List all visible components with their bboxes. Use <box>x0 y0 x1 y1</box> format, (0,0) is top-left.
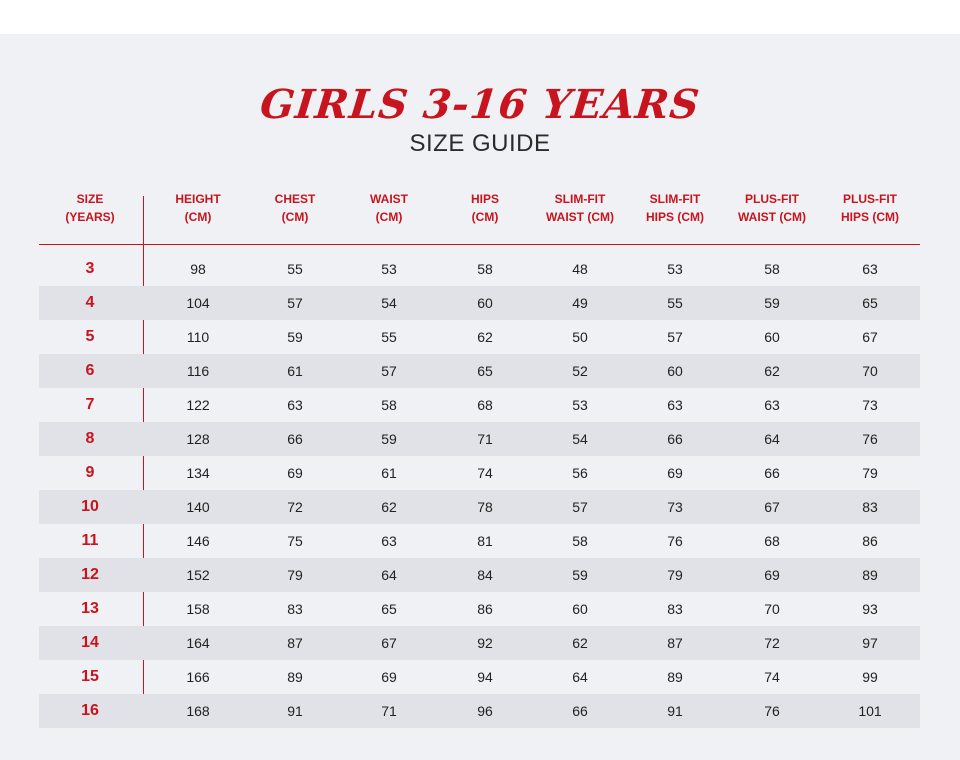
measurement-cell: 71 <box>381 703 397 719</box>
measurement-cell: 58 <box>477 261 493 277</box>
measurement-cell: 83 <box>287 601 303 617</box>
measurement-cell: 69 <box>381 669 397 685</box>
measurement-cell: 81 <box>477 533 493 549</box>
measurement-cell: 110 <box>186 329 210 345</box>
measurement-cell: 58 <box>381 397 397 413</box>
measurement-cell: 59 <box>572 567 588 583</box>
measurement-cell: 59 <box>287 329 303 345</box>
page-subtitle: SIZE GUIDE <box>409 130 551 157</box>
measurement-cell: 62 <box>477 329 493 345</box>
measurement-cell: 146 <box>186 533 210 549</box>
measurement-cell: 64 <box>764 431 780 447</box>
measurement-cell: 158 <box>186 601 210 617</box>
measurement-cell: 53 <box>381 261 397 277</box>
measurement-cell: 50 <box>572 329 588 345</box>
measurement-cell: 53 <box>667 261 683 277</box>
size-table-body <box>39 252 920 728</box>
column-header: SIZE (YEARS) <box>65 192 115 224</box>
measurement-cell: 63 <box>764 397 780 413</box>
measurement-cell: 60 <box>667 363 683 379</box>
measurement-cell: 65 <box>477 363 493 379</box>
size-cell: 14 <box>81 634 99 651</box>
table-row <box>39 456 920 490</box>
measurement-cell: 168 <box>186 703 210 719</box>
measurement-cell: 164 <box>186 635 210 651</box>
measurement-cell: 96 <box>477 703 493 719</box>
measurement-cell: 67 <box>764 499 780 515</box>
table-row <box>39 286 920 320</box>
measurement-cell: 89 <box>667 669 683 685</box>
measurement-cell: 140 <box>186 499 210 515</box>
measurement-cell: 94 <box>477 669 493 685</box>
measurement-cell: 76 <box>667 533 683 549</box>
measurement-cell: 71 <box>477 431 493 447</box>
size-cell: 13 <box>81 600 99 617</box>
measurement-cell: 62 <box>381 499 397 515</box>
measurement-cell: 69 <box>287 465 303 481</box>
measurement-cell: 128 <box>186 431 210 447</box>
measurement-cell: 61 <box>381 465 397 481</box>
measurement-cell: 89 <box>287 669 303 685</box>
header-divider <box>39 244 920 245</box>
size-cell: 9 <box>85 464 95 481</box>
table-header <box>39 190 920 244</box>
measurement-cell: 62 <box>764 363 780 379</box>
column-header: PLUS-FIT WAIST (CM) <box>738 192 806 224</box>
column-header: PLUS-FIT HIPS (CM) <box>841 192 899 224</box>
measurement-cell: 91 <box>287 703 303 719</box>
measurement-cell: 98 <box>190 261 206 277</box>
size-cell: 12 <box>81 566 99 583</box>
measurement-cell: 84 <box>477 567 493 583</box>
table-row <box>39 388 920 422</box>
measurement-cell: 63 <box>381 533 397 549</box>
measurement-cell: 93 <box>862 601 878 617</box>
measurement-cell: 86 <box>477 601 493 617</box>
measurement-cell: 65 <box>862 295 878 311</box>
measurement-cell: 68 <box>764 533 780 549</box>
size-cell: 4 <box>85 294 95 311</box>
measurement-cell: 79 <box>862 465 878 481</box>
table-row <box>39 660 920 694</box>
measurement-cell: 69 <box>764 567 780 583</box>
size-cell: 11 <box>81 532 99 549</box>
size-cell: 5 <box>85 328 95 345</box>
measurement-cell: 56 <box>572 465 588 481</box>
size-cell: 6 <box>85 362 95 379</box>
measurement-cell: 55 <box>381 329 397 345</box>
measurement-cell: 57 <box>287 295 303 311</box>
table-row <box>39 694 920 728</box>
measurement-cell: 59 <box>381 431 397 447</box>
size-cell: 8 <box>85 430 95 447</box>
measurement-cell: 86 <box>862 533 878 549</box>
column-header: HIPS (CM) <box>470 192 499 224</box>
measurement-cell: 62 <box>572 635 588 651</box>
measurement-cell: 74 <box>477 465 493 481</box>
measurement-cell: 78 <box>477 499 493 515</box>
measurement-cell: 59 <box>764 295 780 311</box>
measurement-cell: 104 <box>186 295 210 311</box>
measurement-cell: 66 <box>572 703 588 719</box>
measurement-cell: 87 <box>667 635 683 651</box>
measurement-cell: 63 <box>287 397 303 413</box>
size-cell: 16 <box>81 702 99 719</box>
measurement-cell: 79 <box>287 567 303 583</box>
measurement-cell: 49 <box>572 295 588 311</box>
measurement-cell: 54 <box>381 295 397 311</box>
measurement-cell: 54 <box>572 431 588 447</box>
table-row <box>39 422 920 456</box>
measurement-cell: 83 <box>667 601 683 617</box>
column-header: HEIGHT (CM) <box>175 192 221 224</box>
measurement-cell: 75 <box>287 533 303 549</box>
measurement-cell: 91 <box>667 703 683 719</box>
table-row <box>39 592 920 626</box>
measurement-cell: 57 <box>572 499 588 515</box>
measurement-cell: 83 <box>862 499 878 515</box>
measurement-cell: 87 <box>287 635 303 651</box>
measurement-cell: 61 <box>287 363 303 379</box>
page-title: GIRLS 3-16 YEARS <box>257 81 703 128</box>
table-row <box>39 524 920 558</box>
measurement-cell: 64 <box>381 567 397 583</box>
measurement-cell: 134 <box>186 465 210 481</box>
measurement-cell: 116 <box>186 363 210 379</box>
measurement-cell: 66 <box>667 431 683 447</box>
measurement-cell: 70 <box>764 601 780 617</box>
measurement-cell: 55 <box>667 295 683 311</box>
measurement-cell: 72 <box>764 635 780 651</box>
table-row <box>39 558 920 592</box>
measurement-cell: 67 <box>862 329 878 345</box>
size-cell: 3 <box>85 260 95 277</box>
table-row <box>39 320 920 354</box>
column-header: SLIM-FIT HIPS (CM) <box>646 192 704 224</box>
measurement-cell: 67 <box>381 635 397 651</box>
table-row <box>39 490 920 524</box>
measurement-cell: 53 <box>572 397 588 413</box>
measurement-cell: 72 <box>287 499 303 515</box>
measurement-cell: 55 <box>287 261 303 277</box>
measurement-cell: 48 <box>572 261 588 277</box>
measurement-cell: 92 <box>477 635 493 651</box>
measurement-cell: 66 <box>287 431 303 447</box>
measurement-cell: 122 <box>186 397 210 413</box>
measurement-cell: 60 <box>764 329 780 345</box>
measurement-cell: 58 <box>572 533 588 549</box>
measurement-cell: 99 <box>862 669 878 685</box>
measurement-cell: 52 <box>572 363 588 379</box>
measurement-cell: 89 <box>862 567 878 583</box>
measurement-cell: 79 <box>667 567 683 583</box>
measurement-cell: 63 <box>862 261 878 277</box>
column-header: CHEST (CM) <box>274 192 316 224</box>
size-cell: 10 <box>81 498 99 515</box>
measurement-cell: 69 <box>667 465 683 481</box>
measurement-cell: 57 <box>381 363 397 379</box>
measurement-cell: 70 <box>862 363 878 379</box>
measurement-cell: 64 <box>572 669 588 685</box>
table-row <box>39 626 920 660</box>
measurement-cell: 60 <box>477 295 493 311</box>
measurement-cell: 74 <box>764 669 780 685</box>
column-header: SLIM-FIT WAIST (CM) <box>546 192 614 224</box>
measurement-cell: 65 <box>381 601 397 617</box>
size-cell: 7 <box>85 396 95 413</box>
measurement-cell: 76 <box>764 703 780 719</box>
measurement-cell: 101 <box>858 703 882 719</box>
measurement-cell: 76 <box>862 431 878 447</box>
measurement-cell: 66 <box>764 465 780 481</box>
measurement-cell: 60 <box>572 601 588 617</box>
measurement-cell: 57 <box>667 329 683 345</box>
measurement-cell: 58 <box>764 261 780 277</box>
table-row <box>39 354 920 388</box>
measurement-cell: 68 <box>477 397 493 413</box>
measurement-cell: 97 <box>862 635 878 651</box>
size-cell: 15 <box>81 668 99 685</box>
measurement-cell: 152 <box>186 567 210 583</box>
measurement-cell: 166 <box>186 669 210 685</box>
column-header: WAIST (CM) <box>370 192 408 224</box>
table-row <box>39 252 920 286</box>
measurement-cell: 63 <box>667 397 683 413</box>
measurement-cell: 73 <box>667 499 683 515</box>
measurement-cell: 73 <box>862 397 878 413</box>
